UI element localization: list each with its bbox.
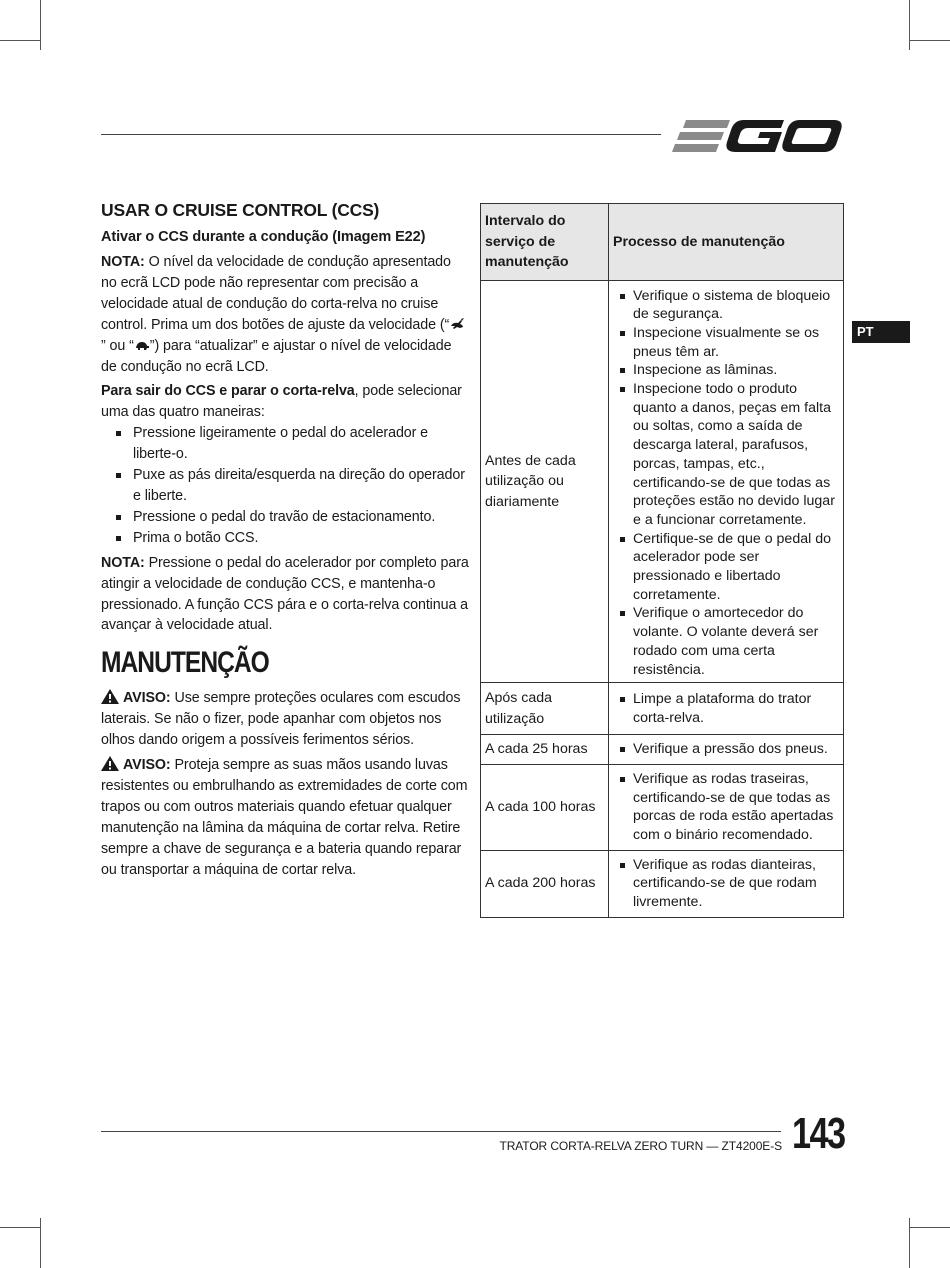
process-cell — [609, 280, 844, 683]
left-column — [101, 198, 469, 884]
interval-cell: A cada 100 horas — [481, 764, 609, 850]
language-tab-label: PT — [857, 324, 874, 339]
list-item: Verifique as rodas traseiras, certificando-se de que todas as porcas de roda estão apertadas com o binário recomendado. — [633, 770, 839, 845]
process-cell — [609, 850, 844, 917]
list-item: Inspecione as lâminas. — [633, 361, 839, 380]
maintenance-title: MANUTENÇÃO — [101, 646, 269, 680]
turtle-icon — [134, 337, 150, 349]
table-row — [481, 280, 844, 683]
warning-triangle-icon — [101, 756, 119, 771]
table-row — [481, 735, 844, 765]
warning-text: Use sempre proteções oculares com escudos laterais. Se não o fizer, pode apanhar com objetos nos olhos dando origem a possíveis ferimentos sérios. — [101, 690, 461, 749]
exit-paragraph — [101, 381, 469, 423]
warning-paragraph-1 — [101, 688, 469, 751]
interval-cell: A cada 25 horas — [481, 735, 609, 765]
warning-text: Proteja sempre as suas mãos usando luvas resistentes ou embrulhando as extremidades de corte com trapos ou com outros materiais quando efetuar qualquer manutenção na lâmina da máquina de cortar relva. Retire sempre a chave de segurança e a bateria quando reparar ou transportar a máquina de cortar relva. — [101, 757, 468, 878]
list-item: Inspecione visualmente se os pneus têm ar. — [633, 324, 839, 361]
section-title: USAR O CRUISE CONTROL (CCS) — [101, 200, 380, 220]
note-label: NOTA: — [101, 554, 145, 571]
list-item: Verifique o amortecedor do volante. O volante deverá ser rodado com uma certa resistência. — [633, 604, 839, 679]
crop-mark-bl-v — [40, 1218, 41, 1268]
language-tab — [852, 321, 910, 343]
note-text-c: ”) para “atualizar” e ajustar o nível de velocidade de condução no ecrã LCD. — [101, 337, 452, 375]
interval-cell: Antes de cada utilização ou diariamente — [481, 280, 609, 683]
maintenance-table — [480, 203, 844, 918]
process-list — [613, 770, 839, 845]
note-text-b: ” ou “ — [101, 337, 134, 354]
list-item: Certifique-se de que o pedal do acelerador pode ser pressionado e libertado corretamente. — [633, 530, 839, 605]
ego-logo — [672, 112, 844, 156]
process-list — [613, 856, 839, 912]
exit-label: Para sair do CCS e parar o corta-relva — [101, 383, 355, 400]
exit-options-list — [101, 423, 469, 548]
note-label: NOTA: — [101, 254, 145, 270]
footer-product-line: TRATOR CORTA-RELVA ZERO TURN — ZT4200E-S — [499, 1139, 782, 1153]
table-row — [481, 764, 844, 850]
crop-mark-tr-v — [909, 0, 910, 50]
note-text: Pressione o pedal do acelerador por completo para atingir a velocidade de condução CCS, e mantenha-o pressionado. A função CCS pára e o corta-relva continua a avançar à velocidade atual. — [101, 554, 469, 634]
page-number: 143 — [792, 1109, 845, 1158]
note-paragraph-1 — [101, 252, 469, 377]
list-item: Pressione o pedal do travão de estacionamento. — [133, 507, 469, 528]
warning-triangle-icon — [101, 689, 119, 704]
header-rule — [101, 134, 661, 135]
crop-mark-bl-h — [0, 1227, 40, 1228]
process-cell — [609, 735, 844, 765]
table-header-row — [481, 204, 844, 281]
crop-mark-br-h — [909, 1227, 950, 1228]
note-paragraph-2 — [101, 553, 469, 637]
list-item: Puxe as pás direita/esquerda na direção do operador e liberte. — [133, 465, 469, 507]
list-item: Verifique o sistema de bloqueio de segurança. — [633, 287, 839, 324]
warning-label: AVISO: — [123, 757, 171, 774]
crop-mark-br-v — [909, 1218, 910, 1268]
list-item: Prima o botão CCS. — [133, 528, 469, 549]
crop-mark-tl-h — [0, 40, 40, 41]
process-list — [613, 287, 839, 680]
interval-cell: Após cada utilização — [481, 683, 609, 735]
rabbit-icon — [449, 316, 465, 328]
warning-label: AVISO: — [123, 690, 171, 707]
note-text-a: O nível da velocidade de condução apresentado no ecrã LCD pode não representar com precisão a velocidade atual de condução do corta-relva no cruise control. Prima um dos botões de ajuste da velocidade (“ — [101, 254, 451, 333]
process-list — [613, 740, 839, 759]
warning-paragraph-2 — [101, 755, 469, 880]
column-header-process: Processo de manutenção — [609, 204, 844, 281]
process-cell — [609, 683, 844, 735]
list-item: Pressione ligeiramente o pedal do acelerador e liberte-o. — [133, 423, 469, 465]
list-item: Verifique a pressão dos pneus. — [633, 740, 839, 759]
table-row — [481, 683, 844, 735]
list-item: Limpe a plataforma do trator corta-relva. — [633, 690, 839, 727]
crop-mark-tl-v — [40, 0, 41, 50]
interval-cell: A cada 200 horas — [481, 850, 609, 917]
exit-text: , pode selecionar uma das quatro maneiras: — [101, 383, 462, 421]
column-header-interval: Intervalo do serviço de manutenção — [481, 204, 609, 281]
footer-rule — [101, 1131, 781, 1132]
subsection-title: Ativar o CCS durante a condução (Imagem E22) — [101, 229, 426, 245]
list-item: Verifique as rodas dianteiras, certificando-se de que rodam livremente. — [633, 856, 839, 912]
process-cell — [609, 764, 844, 850]
process-list — [613, 690, 839, 727]
crop-mark-tr-h — [909, 40, 950, 41]
table-row — [481, 850, 844, 917]
list-item: Inspecione todo o produto quanto a danos, peças em falta ou soltas, como a saída de descarga lateral, parafusos, porcas, tampas, etc., certificando-se de que todas as proteções estão no devido lugar e a funcionar corretamente. — [633, 380, 839, 530]
